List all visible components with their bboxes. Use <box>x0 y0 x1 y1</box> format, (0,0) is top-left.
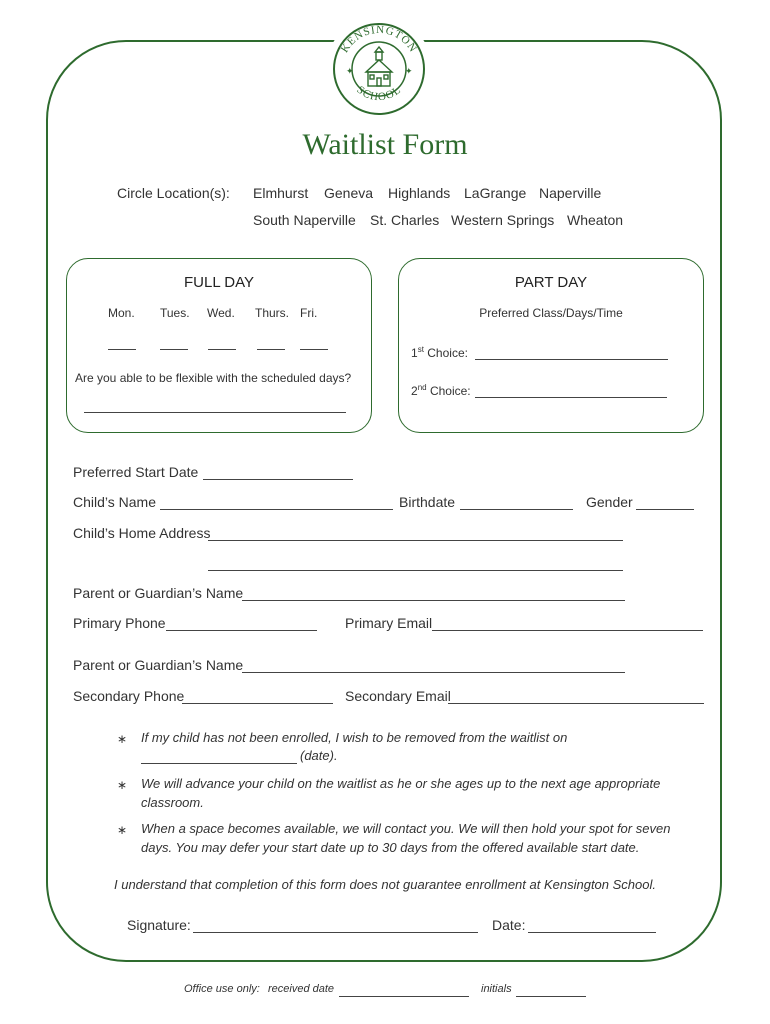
first-choice-label: 1st Choice: <box>411 345 468 360</box>
school-seal-icon <box>326 16 432 122</box>
day-blank[interactable] <box>160 348 188 350</box>
note-1-line-2: (date). <box>300 748 338 763</box>
gender-label: Gender <box>586 494 633 510</box>
bullet-icon: ∗ <box>117 823 128 837</box>
svg-text:✦: ✦ <box>346 66 354 76</box>
note-2-line-1: We will advance your child on the waitlist as he or she ages up to the next age appropriate <box>141 776 661 791</box>
svg-text:KENSINGTON: KENSINGTON <box>338 23 420 55</box>
page-title: Waitlist Form <box>302 128 468 161</box>
signature-field[interactable] <box>193 931 478 933</box>
note-2-line-2: classroom. <box>141 795 204 810</box>
bullet-icon: ∗ <box>117 778 128 792</box>
secondary-phone-label: Secondary Phone <box>73 688 185 704</box>
flexible-question: Are you able to be flexible with the scheduled days? <box>75 371 352 385</box>
day-blank[interactable] <box>108 348 136 350</box>
start-date-label: Preferred Start Date <box>73 464 199 480</box>
gender-field[interactable] <box>636 508 694 510</box>
guardian2-field[interactable] <box>242 671 625 673</box>
day-blank[interactable] <box>208 348 236 350</box>
secondary-phone-field[interactable] <box>182 702 333 704</box>
birthdate-label: Birthdate <box>399 494 456 510</box>
location-option[interactable]: Elmhurst <box>253 185 309 201</box>
primary-email-label: Primary Email <box>345 615 433 631</box>
home-address-field-2[interactable] <box>208 569 623 571</box>
home-address-label: Child’s Home Address <box>73 525 211 541</box>
day-blank[interactable] <box>257 348 285 350</box>
bullet-icon: ∗ <box>117 732 128 746</box>
signature-label: Signature: <box>127 917 191 933</box>
locations-label: Circle Location(s): <box>117 185 230 201</box>
location-option[interactable]: Western Springs <box>451 212 555 228</box>
home-address-field[interactable] <box>208 539 623 541</box>
guardian2-label: Parent or Guardian’s Name <box>73 657 244 673</box>
day-label: Wed. <box>207 306 235 320</box>
birthdate-field[interactable] <box>460 508 573 510</box>
start-date-field[interactable] <box>203 478 353 480</box>
school-logo <box>326 16 432 122</box>
primary-phone-label: Primary Phone <box>73 615 166 631</box>
day-blank[interactable] <box>300 348 328 350</box>
day-label: Tues. <box>160 306 190 320</box>
disclaimer: I understand that completion of this form does not guarantee enrollment at Kensington School. <box>113 877 656 892</box>
day-label: Mon. <box>108 306 135 320</box>
note-1-line-1: If my child has not been enrolled, I wish to be removed from the waitlist on <box>141 730 568 745</box>
primary-email-field[interactable] <box>432 629 703 631</box>
location-option[interactable]: Geneva <box>324 185 374 201</box>
location-option[interactable]: Naperville <box>539 185 602 201</box>
day-label: Thurs. <box>255 306 290 320</box>
child-name-field[interactable] <box>160 508 393 510</box>
svg-text:✦: ✦ <box>405 66 413 76</box>
location-option[interactable]: Wheaton <box>567 212 624 228</box>
office-use-label: Office use only: <box>184 983 260 995</box>
primary-phone-field[interactable] <box>166 629 317 631</box>
secondary-email-field[interactable] <box>448 702 704 704</box>
location-option[interactable]: St. Charles <box>370 212 440 228</box>
day-label: Fri. <box>300 306 318 320</box>
received-date-field[interactable] <box>339 995 469 997</box>
first-choice-field[interactable] <box>475 358 668 360</box>
second-choice-label: 2nd Choice: <box>411 383 471 398</box>
signature-date-label: Date: <box>492 917 526 933</box>
secondary-email-label: Secondary Email <box>345 688 451 704</box>
initials-field[interactable] <box>516 995 586 997</box>
location-option[interactable]: LaGrange <box>464 185 527 201</box>
received-date-label: received date <box>268 983 335 995</box>
full-day-heading: FULL DAY <box>183 274 255 291</box>
location-option[interactable]: Highlands <box>388 185 451 201</box>
removal-date-field[interactable] <box>141 762 297 764</box>
second-choice-field[interactable] <box>475 396 667 398</box>
flexible-answer-field[interactable] <box>84 411 346 413</box>
location-option[interactable]: South Naperville <box>253 212 356 228</box>
part-day-subheading: Preferred Class/Days/Time <box>479 306 623 320</box>
svg-text:SCHOOL: SCHOOL <box>354 83 404 104</box>
guardian1-field[interactable] <box>242 599 625 601</box>
full-day-box <box>66 258 372 433</box>
signature-date-field[interactable] <box>528 931 656 933</box>
note-3-line-1: When a space becomes available, we will contact you. We will then hold your spot for seven <box>141 821 671 836</box>
initials-label: initials <box>481 983 512 995</box>
note-3-line-2: days. You may defer your start date up to 30 days from the offered available start date. <box>141 840 640 855</box>
guardian1-label: Parent or Guardian’s Name <box>73 585 244 601</box>
child-name-label: Child’s Name <box>73 494 156 510</box>
part-day-heading: PART DAY <box>514 274 588 291</box>
